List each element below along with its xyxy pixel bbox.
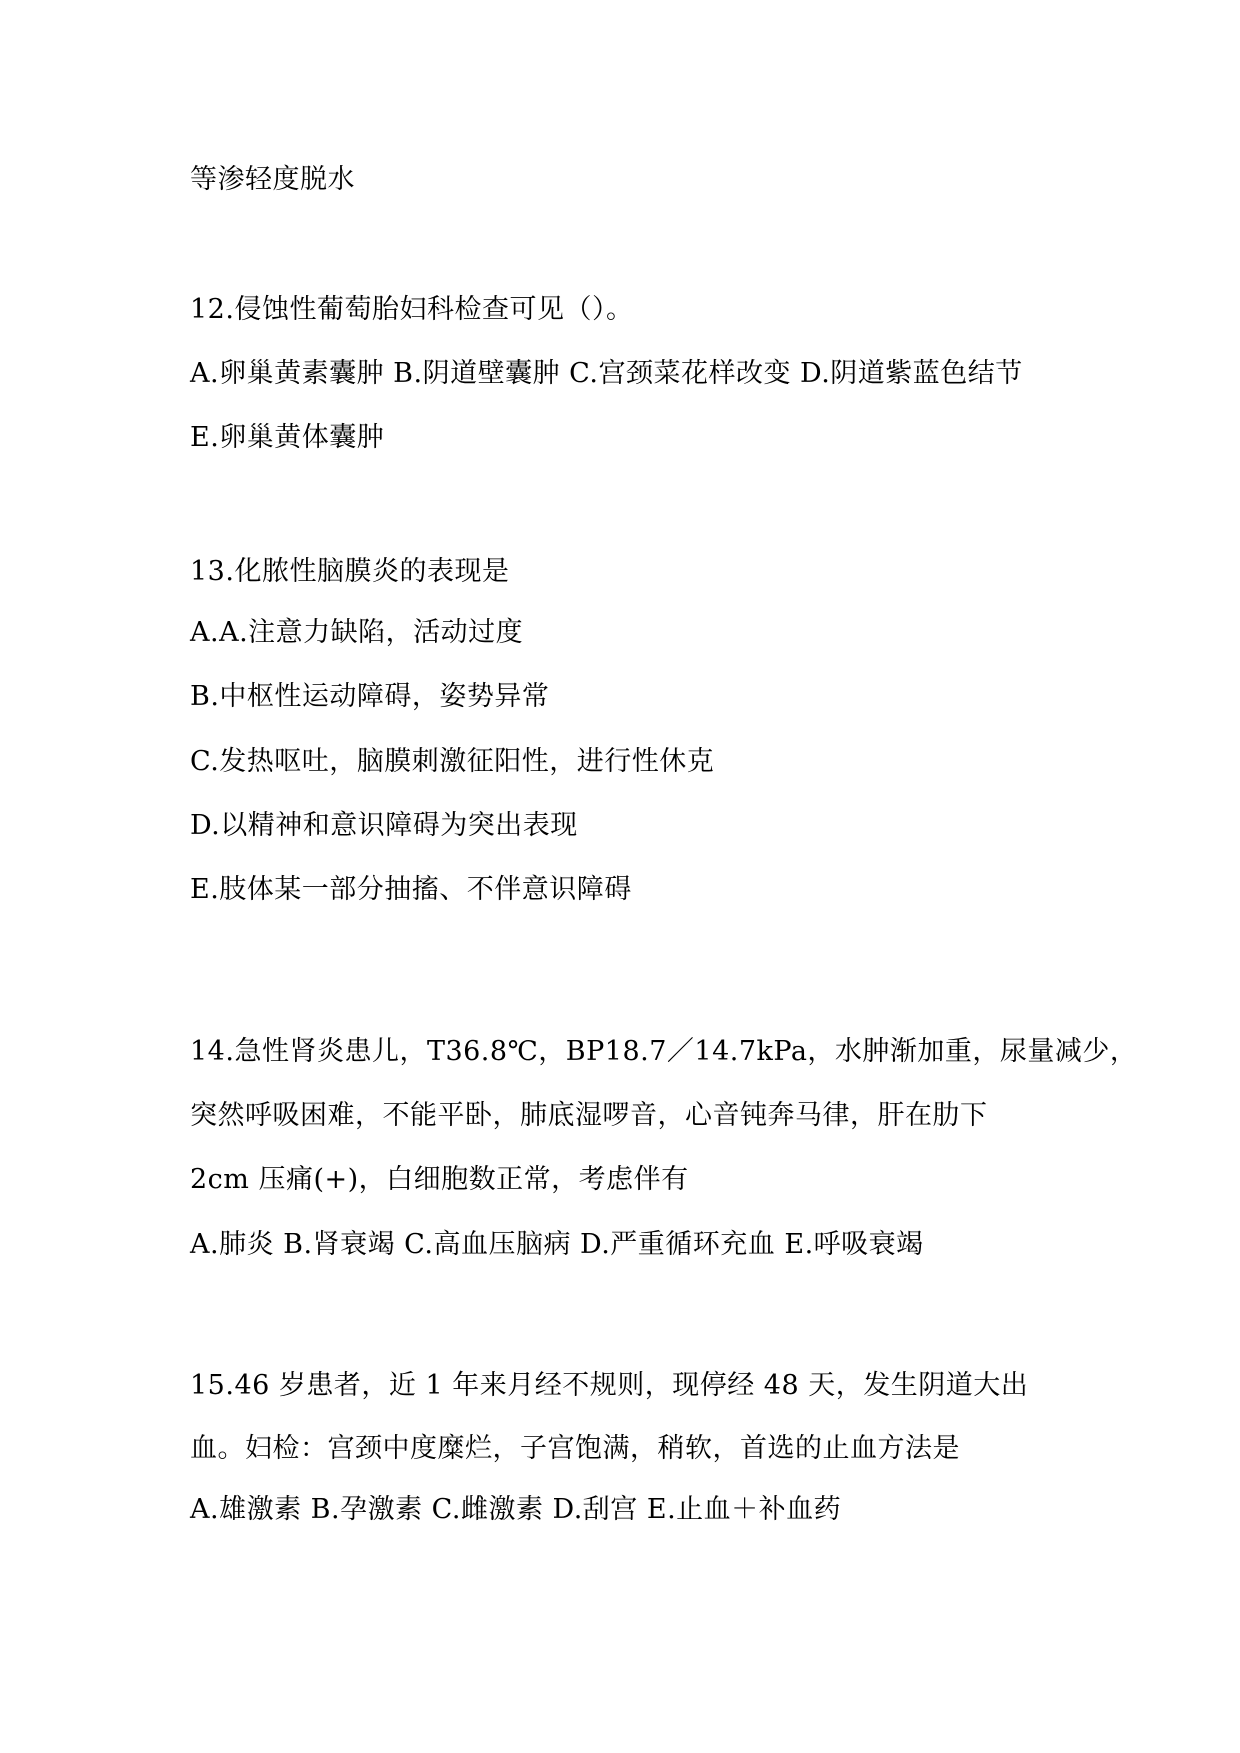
question-14-stem-line-3: 2cm 压痛(+)，白细胞数正常，考虑伴有 <box>190 1164 689 1195</box>
question-13-option-c: C.发热呕吐，脑膜刺激征阳性，进行性休克 <box>190 746 715 777</box>
question-15-options: A.雄激素 B.孕激素 C.雌激素 D.刮宫 E.止血＋补血药 <box>190 1494 842 1525</box>
question-12-options-line-1: A.卵巢黄素囊肿 B.阴道壁囊肿 C.宫颈菜花样改变 D.阴道紫蓝色结节 <box>190 358 1023 389</box>
question-13-option-a: A.A.注意力缺陷，活动过度 <box>190 617 524 648</box>
question-13-option-b: B.中枢性运动障碍，姿势异常 <box>190 681 550 712</box>
question-15-stem-line-2: 血。妇检：宫颈中度糜烂，子宫饱满，稍软，首选的止血方法是 <box>190 1433 960 1464</box>
question-13-stem: 13.化脓性脑膜炎的表现是 <box>190 556 510 587</box>
question-14-stem: 14.急性肾炎患儿，T36.8℃，BP18.7／14.7kPa，水肿渐加重，尿量减少， <box>190 1036 1138 1067</box>
leading-answer-text: 等渗轻度脱水 <box>190 164 355 195</box>
question-15-stem: 15.46 岁患者，近 1 年来月经不规则，现停经 48 天，发生阴道大出 <box>190 1370 1029 1401</box>
question-14-stem-line-2: 突然呼吸困难，不能平卧，肺底湿啰音，心音钝奔马律，肝在肋下 <box>190 1100 988 1131</box>
question-14-options: A.肺炎 B.肾衰竭 C.高血压脑病 D.严重循环充血 E.呼吸衰竭 <box>190 1229 924 1260</box>
question-12-options-line-2: E.卵巢黄体囊肿 <box>190 422 385 453</box>
question-13-option-e: E.肢体某一部分抽搐、不伴意识障碍 <box>190 874 632 905</box>
question-12-stem: 12.侵蚀性葡萄胎妇科检查可见（）。 <box>190 294 634 325</box>
question-13-option-d: D.以精神和意识障碍为突出表现 <box>190 810 578 841</box>
